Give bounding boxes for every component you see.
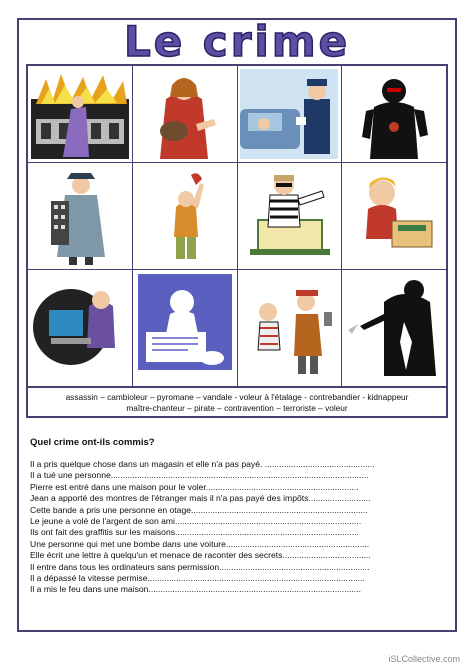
terrorist-icon [344,69,444,159]
assassin-icon [344,272,444,384]
shoplifter-icon [344,165,444,266]
burglar-icon [240,165,338,266]
sentence-item: Elle écrit une lettre à quelqu'un et menace de raconter des secrets..................................... [30,550,371,561]
blackmail-letter-icon [136,272,234,384]
sentence-item: Il a mis le feu dans une maison......................................................................................... [30,584,361,595]
kidnapper-icon [240,272,338,384]
police-officer-icon [240,69,338,159]
sentence-item: Il entre dans tous les ordinateurs sans permission............................................................... [30,561,370,572]
site-watermark: iSLCollective.com [388,654,460,664]
arsonist-icon [31,69,129,159]
sentence-item: Il a tué une personne............................................................................................................ [30,470,369,481]
sentence-item: Il a pris quelque chose dans un magasin et elle n'a pas payé. .............................................. [30,459,375,469]
word-bank-line-1: assassin – cambioleur – pyromane – vandale - voleur à l'étalage - contrebandier - kidnappeur [65,392,409,402]
sentence-item: Une personne qui met une bombe dans une voiture............................................................ [30,538,370,549]
pickpocket-icon [136,69,234,159]
graffiti-vandal-icon [136,165,234,266]
hacker-icon [31,272,129,384]
smuggler-icon [31,165,129,266]
sentence-list [30,459,430,596]
page-title: Le crime [123,17,351,66]
sentence-item: Cette bande a pris une personne en otage.......................................................................... [30,504,368,515]
sentence-item: Il a dépassé la vitesse permise........................................................................................... [30,573,365,584]
word-bank-line-2: maître-chanteur – pirate – contravention – terroriste – voleur [126,403,348,413]
sentence-item: Jean a apporté des montres de l'étranger mais il n'a pas payé des impôts.......................... [30,493,371,504]
picture-grid [26,64,448,388]
sentence-item: Le jeune a volé de l'argent de son ami.............................................................................. [30,516,362,527]
sentence-item: Pierre est entré dans une maison pour le voler................................................................ [30,481,359,492]
word-bank [26,388,448,418]
exercise-question: Quel crime ont-ils commis? [30,437,155,448]
sentence-item: Ils ont fait des graffitis sur les maisons............................................................................. [30,527,359,538]
